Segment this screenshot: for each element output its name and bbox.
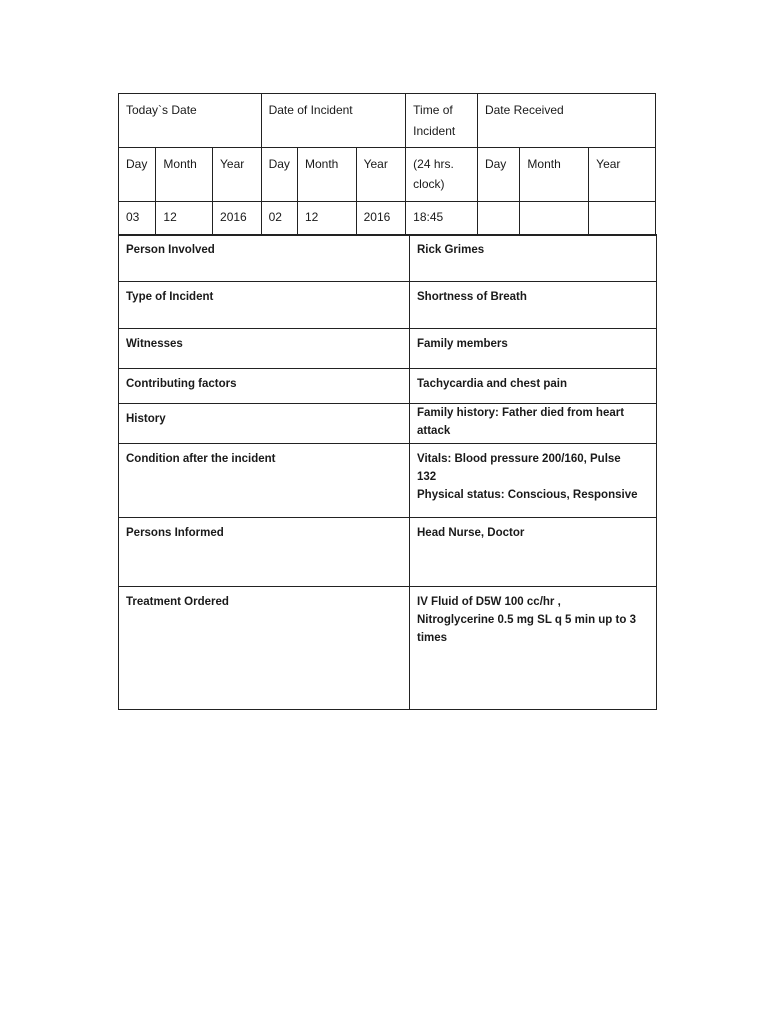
date-of-incident-header: Date of Incident (261, 94, 406, 148)
incident-day-label: Day (261, 148, 297, 202)
contributing-factors-label: Contributing factors (119, 369, 410, 404)
date-grid (118, 93, 656, 236)
received-month-label: Month (520, 148, 589, 202)
time-of-incident-header: Time of Incident (406, 94, 478, 148)
incident-month-value: 12 (297, 202, 356, 236)
today-year-label: Year (213, 148, 262, 202)
type-of-incident-label: Type of Incident (119, 282, 410, 329)
contributing-factors-value: Tachycardia and chest pain (410, 369, 657, 404)
date-received-header: Date Received (477, 94, 655, 148)
history-value: Family history: Father died from heart attack (410, 404, 657, 444)
condition-after-value: Vitals: Blood pressure 200/160, Pulse 132 Physical status: Conscious, Responsive (410, 444, 657, 518)
witnesses-value: Family members (410, 329, 657, 369)
incident-time-value: 18:45 (406, 202, 478, 236)
received-month-value (520, 202, 589, 236)
treatment-ordered-label: Treatment Ordered (119, 587, 410, 710)
history-label: History (119, 404, 410, 444)
today-day-label: Day (119, 148, 156, 202)
person-involved-label: Person Involved (119, 235, 410, 282)
received-year-value (589, 202, 656, 236)
person-involved-value: Rick Grimes (410, 235, 657, 282)
incident-year-value: 2016 (356, 202, 406, 236)
incident-year-label: Year (356, 148, 406, 202)
today-month-label: Month (156, 148, 213, 202)
persons-informed-label: Persons Informed (119, 518, 410, 587)
persons-informed-value: Head Nurse, Doctor (410, 518, 657, 587)
received-day-value (477, 202, 519, 236)
received-day-label: Day (477, 148, 519, 202)
time-format-note: (24 hrs. clock) (406, 148, 478, 202)
today-year-value: 2016 (213, 202, 262, 236)
incident-day-value: 02 (261, 202, 297, 236)
today-day-value: 03 (119, 202, 156, 236)
today-month-value: 12 (156, 202, 213, 236)
incident-details-table (118, 234, 657, 710)
treatment-ordered-value: IV Fluid of D5W 100 cc/hr , Nitroglycerine 0.5 mg SL q 5 min up to 3 times (410, 587, 657, 710)
witnesses-label: Witnesses (119, 329, 410, 369)
todays-date-header: Today`s Date (119, 94, 262, 148)
incident-month-label: Month (297, 148, 356, 202)
received-year-label: Year (589, 148, 656, 202)
condition-after-label: Condition after the incident (119, 444, 410, 518)
type-of-incident-value: Shortness of Breath (410, 282, 657, 329)
